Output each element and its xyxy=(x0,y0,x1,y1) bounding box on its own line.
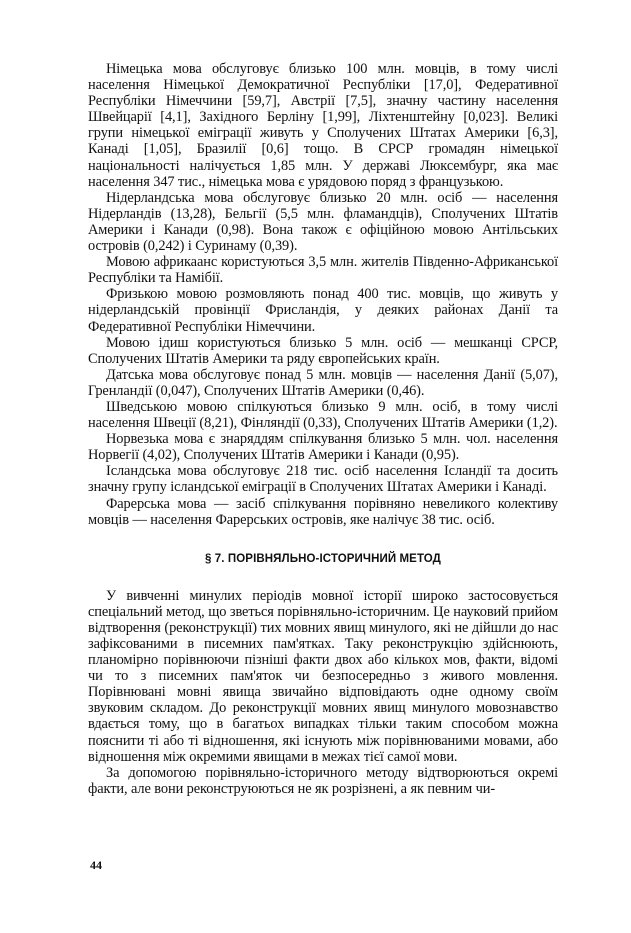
paragraph-faroese: Фарерська мова — засіб спілкування порівняно невеликого колективу мовців — населення Фарерських островів, яке налічує 38 тис. осіб. xyxy=(88,495,558,528)
paragraph-norwegian: Норвезька мова є знаряддям спілкування близько 5 млн. чол. населення Норвегії (4,02), Сполучених Штатів Америки і Канади (0,95). xyxy=(88,431,558,464)
paragraph-german: Німецька мова обслуговує близько 100 млн. мовців, в тому числі населення Німецької Демократичної Республіки [17,0], Федеративної Республіки Німеччини [59,7], Австрії [7,5], значну частину населення Швейцарії [4,1], Західного Берліну [1,99], Ліхтенштейну [0,023]. Великі групи німецької еміграції живуть у Сполучених Штатах Америки [6,3], Канаді [1,05], Бразилії [0,6] тощо. В СРСР громадян німецької національності налічується 1,85 млн. У державі Люксембург, яка має населення 347 тис., німецька мова є урядовою поряд з французькою. xyxy=(88,61,558,190)
section-paragraph: У вивченні минулих періодів мовної історії широко застосовується спеціальний метод, що зветься порівняльно-історичним. Це науковий прийом відтворення (реконструкції) тих мовних явищ минулого, які не дійшли до нас зафіксованими в писемних пам'ятках. Таку реконструкцію здійснюють, планомірно порівнюючи пізніші факти двох або кількох мов, факти, відомі чи то з писемних пам'яток чи безпосередньо з живого мовлення. Порівнювані мовні явища звичайно відповідають одне одному своїм звуковим складом. До реконструкції мовних явищ минулого мовознавство вдається тому, що в багатьох випадках тільки таким способом можна пояснити ті або ті відношення, які існують між порівнюваними мовами, або відношення між окремими явищами в межах тієї самої мови. xyxy=(88,587,558,765)
paragraph-yiddish: Мовою ідиш користуються близько 5 млн. осіб — мешканці СРСР, Сполучених Штатів Америки та ряду європейських країн. xyxy=(88,334,558,367)
paragraph-swedish: Шведською мовою спілкуються близько 9 млн. осіб, в тому числі населення Швеції (8,21), Фінляндії (0,33), Сполучених Штатів Америки (1,2). xyxy=(88,398,558,432)
section-heading: § 7. ПОРІВНЯЛЬНО-ІСТОРИЧНИЙ МЕТОД xyxy=(205,552,441,565)
paragraph-afrikaans: Мовою африкаанс користуються 3,5 млн. жителів Південно-Африканської Республіки та Намібії. xyxy=(88,254,558,287)
paragraph-danish: Датська мова обслуговує понад 5 млн. мовців — населення Данії (5,07), Гренландії (0,047), Сполучених Штатів Америки (0,46). xyxy=(88,366,558,399)
page-content xyxy=(88,61,558,797)
paragraph-dutch: Нідерландська мова обслуговує близько 20 млн. осіб — населення Нідерландів (13,28), Бельгії (5,5 млн. фламандців), Сполучених Штатів Америки і Канади (0,98). Вона також є офіційною мовою Антільських островів (0,242) і Суринаму (0,39). xyxy=(88,189,558,255)
paragraph-icelandic: Ісландська мова обслуговує 218 тис. осіб населення Ісландії та досить значну групу ісландської еміграції в Сполучених Штатах Америки і Канаді. xyxy=(88,463,558,496)
paragraph-frisian: Фризькою мовою розмовляють понад 400 тис. мовців, що живуть у нідерландській провінції Фрисландія, у деяких районах Данії та Федеративної Республіки Німеччини. xyxy=(88,286,558,335)
page-number: 44 xyxy=(90,858,102,872)
section-paragraph: За допомогою порівняльно-історичного методу відтворюються окремі факти, але вони реконструюються не як розрізнені, а як певним чи- xyxy=(88,764,558,797)
section-body xyxy=(88,588,558,797)
